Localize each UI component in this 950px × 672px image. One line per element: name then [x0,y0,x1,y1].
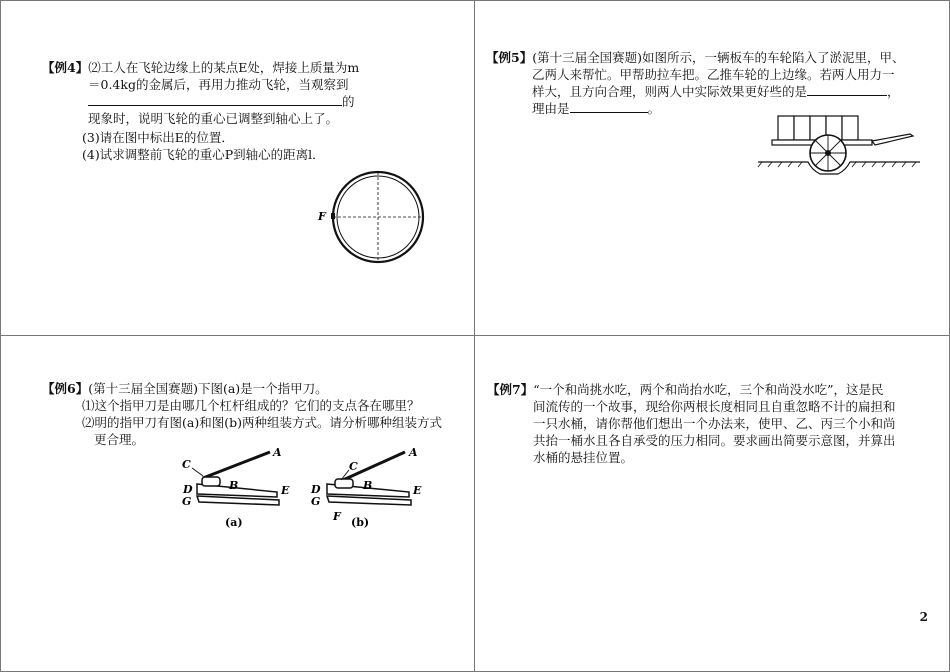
answer-blank [88,94,342,106]
example-4-block [42,59,462,163]
cart-cargo [778,116,858,140]
example-5-line-3-tail: ， [887,84,900,99]
cart-wheel [810,135,846,171]
point-f-label: F [318,210,326,223]
clipper-a-lever [203,452,270,478]
clipper-a-pointer-c [192,468,203,476]
clipper-b-label-d: D [311,483,321,496]
vertical-divider [474,0,475,672]
cart-figure [758,112,920,178]
page-number: 2 [919,610,928,624]
example-5-line-4-tail: 。 [647,101,661,116]
clipper-b-caption: (b) [351,516,370,529]
horizontal-divider [0,335,950,336]
example-5-text-4: 理由是 [532,101,570,116]
example-6-block [42,380,462,448]
example-5-text-3: 样大，且方向合理，则两人中实际效果更好些的是 [532,84,808,99]
example-5-text-1: (第十三届全国赛题)如图所示，一辆板车的车轮陷入了淤泥里，甲、 [532,50,905,65]
nail-clipper-figure-a [175,442,290,530]
answer-blank [807,84,887,96]
clipper-a-caption: (a) [225,516,243,529]
clipper-a-label-a: A [273,446,282,459]
clipper-a-label-e: E [281,484,290,497]
example-7-line-5: 水桶的悬挂位置。 [533,450,634,465]
nail-clipper-figure-b [305,442,425,530]
clipper-a-label-d: D [183,483,193,496]
example-5-tag: 【例5】 [486,50,533,65]
cart-handle [872,134,913,145]
example-6-text-1: (第十三届全国赛题)下图(a)是一个指甲刀。 [88,381,328,396]
example-5-line-1 [486,49,926,66]
example-7-line-4: 共抬一桶水且各自承受的压力相同。要求画出简要示意图，并算出 [533,433,896,448]
example-4-tag: 【例4】 [42,60,89,75]
clipper-a-label-g: G [182,495,192,508]
example-4-line-3 [42,93,462,110]
flywheel-figure [316,170,438,272]
example-7-text-1: “一个和尚挑水吃，两个和尚抬水吃，三个和尚没水吃”，这是民 [533,382,884,397]
example-4-line-2: ＝0.4kg的金属后，再用力推动飞轮，当观察到 [88,77,349,92]
clipper-a-pivot [202,477,220,486]
example-4-question-4: (4)试求调整前飞轮的重心P到轴心的距离l． [82,147,325,162]
clipper-b-label-c: C [349,460,358,473]
example-6-question-1: ⑴这个指甲刀是由哪几个杠杆组成的？它们的支点各在哪里？ [82,398,420,413]
example-5-line-3 [486,83,926,100]
example-5-block [486,49,926,117]
example-6-question-2-cont: 更合理。 [94,432,145,447]
clipper-b-label-b: B [363,479,373,492]
answer-blank [570,101,648,113]
example-6-line-1 [42,380,462,397]
example-6-tag: 【例6】 [42,381,89,396]
clipper-b-pivot [335,479,353,488]
example-4-question-3: (3)请在图中标出E的位置． [82,130,234,145]
point-f-marker [331,213,335,219]
example-4-line-4: 现象时，说明飞轮的重心已调整到轴心上了。 [88,111,339,126]
example-7-line-1 [487,381,927,398]
example-7-line-3: 一只水桶，请你帮他们想出一个办法来，使甲、乙、丙三个小和尚 [533,416,896,431]
clipper-b-label-f: F [333,510,341,523]
clipper-b-label-e: E [413,484,422,497]
example-7-tag: 【例7】 [487,382,534,397]
example-4-line-1 [42,59,462,76]
clipper-a-label-b: B [229,479,239,492]
example-7-block [487,381,927,466]
clipper-b-label-a: A [409,446,418,459]
example-7-line-2: 间流传的一个故事，现给你两根长度相同且自重忽略不计的扁担和 [533,399,896,414]
example-6-question-2: ⑵明的指甲刀有图(a)和图(b)两种组装方式。请分析哪种组装方式 [82,415,442,430]
example-4-line-3-tail: 的 [342,94,355,109]
example-4-text-1: ⑵工人在飞轮边缘上的某点E处，焊接上质量为m [88,60,360,75]
clipper-b-label-g: G [311,495,321,508]
example-5-line-2: 乙两人来帮忙。甲帮助拉车把。乙推车轮的上边缘。若两人用力一 [532,67,895,82]
clipper-a-label-c: C [182,458,191,471]
